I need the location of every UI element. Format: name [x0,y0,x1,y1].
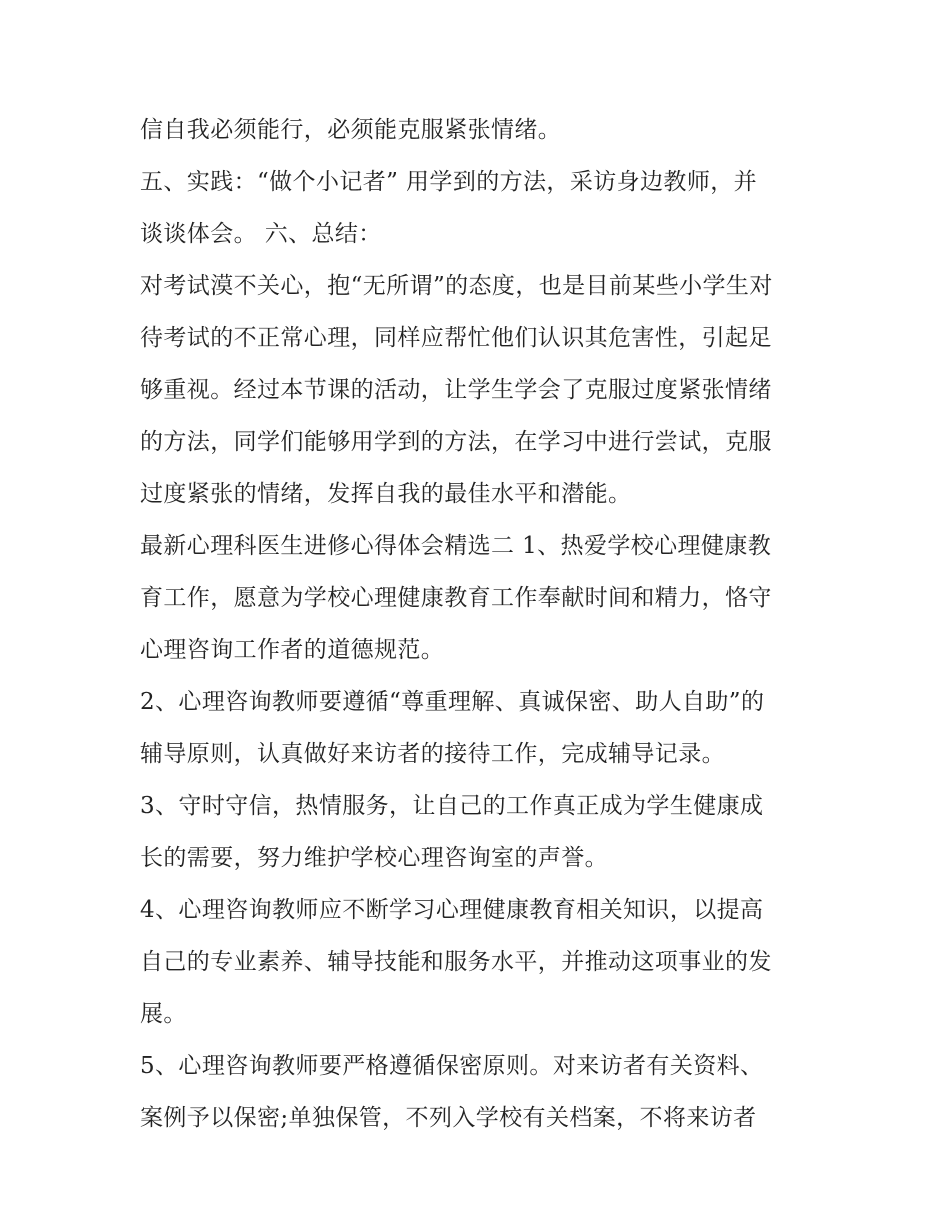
text-line: 五、实践：“做个小记者” 用学到的方法，采访身边教师，并 [140,169,758,195]
text-line: 心理咨询工作者的道德规范。 [140,637,445,663]
text-line: 过度紧张的情绪，发挥自我的最佳水平和潜能。 [140,481,632,507]
text-line: 最新心理科医生进修心得体会精选二 1、热爱学校心理健康教 [140,533,772,559]
text-line: 自己的专业素养、辅导技能和服务水平，并推动这项事业的发 [140,949,772,975]
text-line: 育工作，愿意为学校心理健康教育工作奉献时间和精力，恪守 [140,585,772,611]
text-line: 对考试漠不关心，抱“无所谓”的态度，也是目前某些小学生对 [140,273,773,299]
text-line: 5、心理咨询教师要严格遵循保密原则。对来访者有关资料、 [140,1053,764,1079]
text-line: 待考试的不正常心理，同样应帮忙他们认识其危害性，引起足 [140,325,772,351]
text-line: 展。 [140,1001,187,1027]
text-line: 案例予以保密;单独保管，不列入学校有关档案，不将来访者 [140,1105,757,1131]
text-line: 够重视。经过本节课的活动，让学生学会了克服过度紧张情绪 [140,377,772,403]
text-line: 2、心理咨询教师要遵循“尊重理解、真诚保密、助人自助”的 [140,689,765,715]
text-line: 谈谈体会。 六、总结： [140,221,382,247]
text-line: 的方法，同学们能够用学到的方法，在学习中进行尝试，克服 [140,429,772,455]
text-line: 长的需要，努力维护学校心理咨询室的声誉。 [140,845,608,871]
text-line: 信自我必须能行，必须能克服紧张情绪。 [140,117,562,143]
text-line: 4、心理咨询教师应不断学习心理健康教育相关知识，以提高 [140,897,764,923]
document-page [140,104,820,1144]
text-line: 3、守时守信，热情服务，让自己的工作真正成为学生健康成 [140,793,764,819]
text-line: 辅导原则，认真做好来访者的接待工作，完成辅导记录。 [140,741,725,767]
